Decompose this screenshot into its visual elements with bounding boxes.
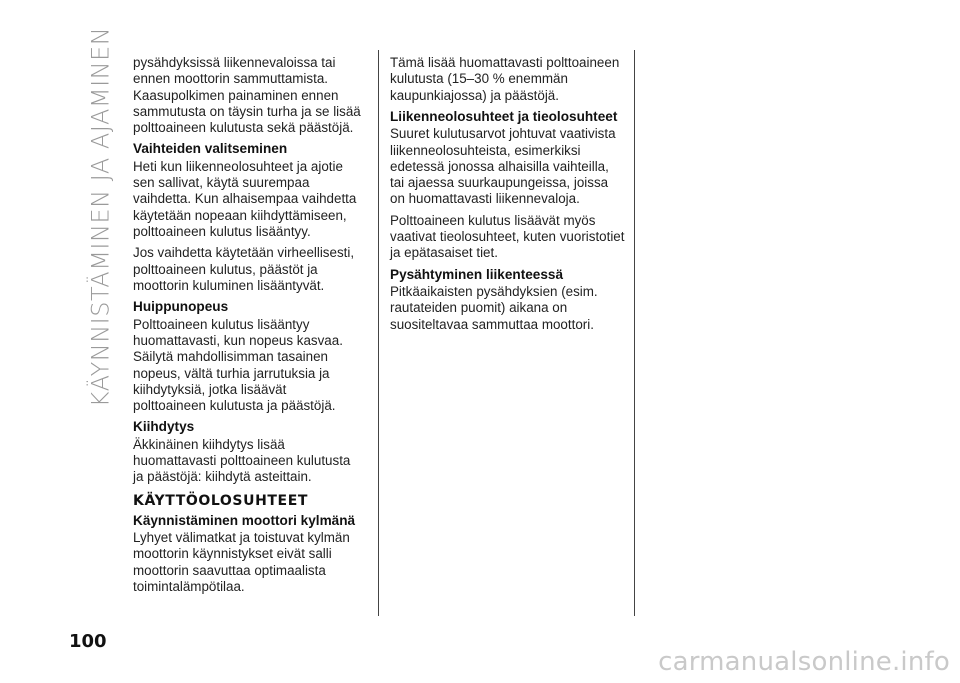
heading-cold-start: Käynnistäminen moottori kylmänä xyxy=(133,512,356,528)
text-column-right xyxy=(390,55,626,338)
chapter-side-title xyxy=(84,26,116,408)
heading-gear-selection: Vaihteiden valitseminen xyxy=(133,141,288,157)
text-column-left xyxy=(133,55,361,600)
column-divider xyxy=(378,50,379,616)
paragraph: Jos vaihdetta käytetään virheellisesti, polttoaineen kulutus, päästöt ja moottorin kuluminen lisääntyvät. xyxy=(133,245,355,293)
paragraph: pysähdyksissä liikennevaloissa tai ennen moottorin sammuttamista. Kaasupolkimen painaminen ennen sammutusta on täysin turha ja se lisää polttoaineen kulutusta sekä päästöjä. xyxy=(133,55,361,136)
heading-acceleration: Kiihdytys xyxy=(133,419,195,435)
heading-top-speed: Huippunopeus xyxy=(133,299,229,315)
paragraph: Äkkinäinen kiihdytys lisää huomattavasti polttoaineen kulutusta ja päästöjä: kiihdytä asteittain. xyxy=(133,436,351,485)
section-heading-operating-conditions: KÄYTTÖOLOSUHTEET xyxy=(133,492,309,509)
paragraph: Polttoaineen kulutus lisääntyy huomattavasti, kun nopeus kasvaa. Säilytä mahdollisimman tasainen nopeus, vältä turhia jarrutuksia ja kiihdytyksiä, jotka lisäävät polttoaineen kulutusta ja päästöjä. xyxy=(133,316,343,414)
heading-traffic-road-conditions: Liikenneolosuhteet ja tieolosuhteet xyxy=(390,108,618,124)
paragraph: Pitkäaikaisten pysähdyksien (esim. rautateiden puomit) aikana on suositeltavaa sammuttaa moottori. xyxy=(390,284,598,332)
paragraph: Heti kun liikenneolosuhteet ja ajotie sen sallivat, käytä suurempaa vaihdetta. Kun alhaisempaa vaihdetta käytetään nopeaan kiihdyttämiseen, polttoaineen kulutus lisääntyy. xyxy=(133,158,357,240)
heading-stopping-in-traffic: Pysähtyminen liikenteessä xyxy=(390,266,564,282)
paragraph: Suuret kulutusarvot johtuvat vaativista liikenneolosuhteista, esimerkiksi edetessä jonossa alhaisilla vaihteilla, tai ajaessa suurkaupungeissa, joissa on huomattavasti liikennevaloja. xyxy=(390,126,616,207)
chapter-title-text: KÄYNNISTÄMINEN JA AJAMINEN xyxy=(86,26,114,408)
paragraph: Tämä lisää huomattavasti polttoaineen kulutusta (15–30 % enemmän kaupunkiajossa) ja päästöjä. xyxy=(390,55,620,103)
paragraph: Lyhyet välimatkat ja toistuvat kylmän moottorin käynnistykset eivät salli moottorin saavuttaa optimaalista toimintalämpötilaa. xyxy=(133,530,350,595)
page-number: 100 xyxy=(69,631,107,652)
paragraph: Polttoaineen kulutus lisäävät myös vaativat tieolosuhteet, kuten vuoristotiet ja epätasaiset tiet. xyxy=(390,212,625,261)
watermark-text: carmanualsonline.info xyxy=(658,647,950,677)
column-divider xyxy=(634,50,635,616)
